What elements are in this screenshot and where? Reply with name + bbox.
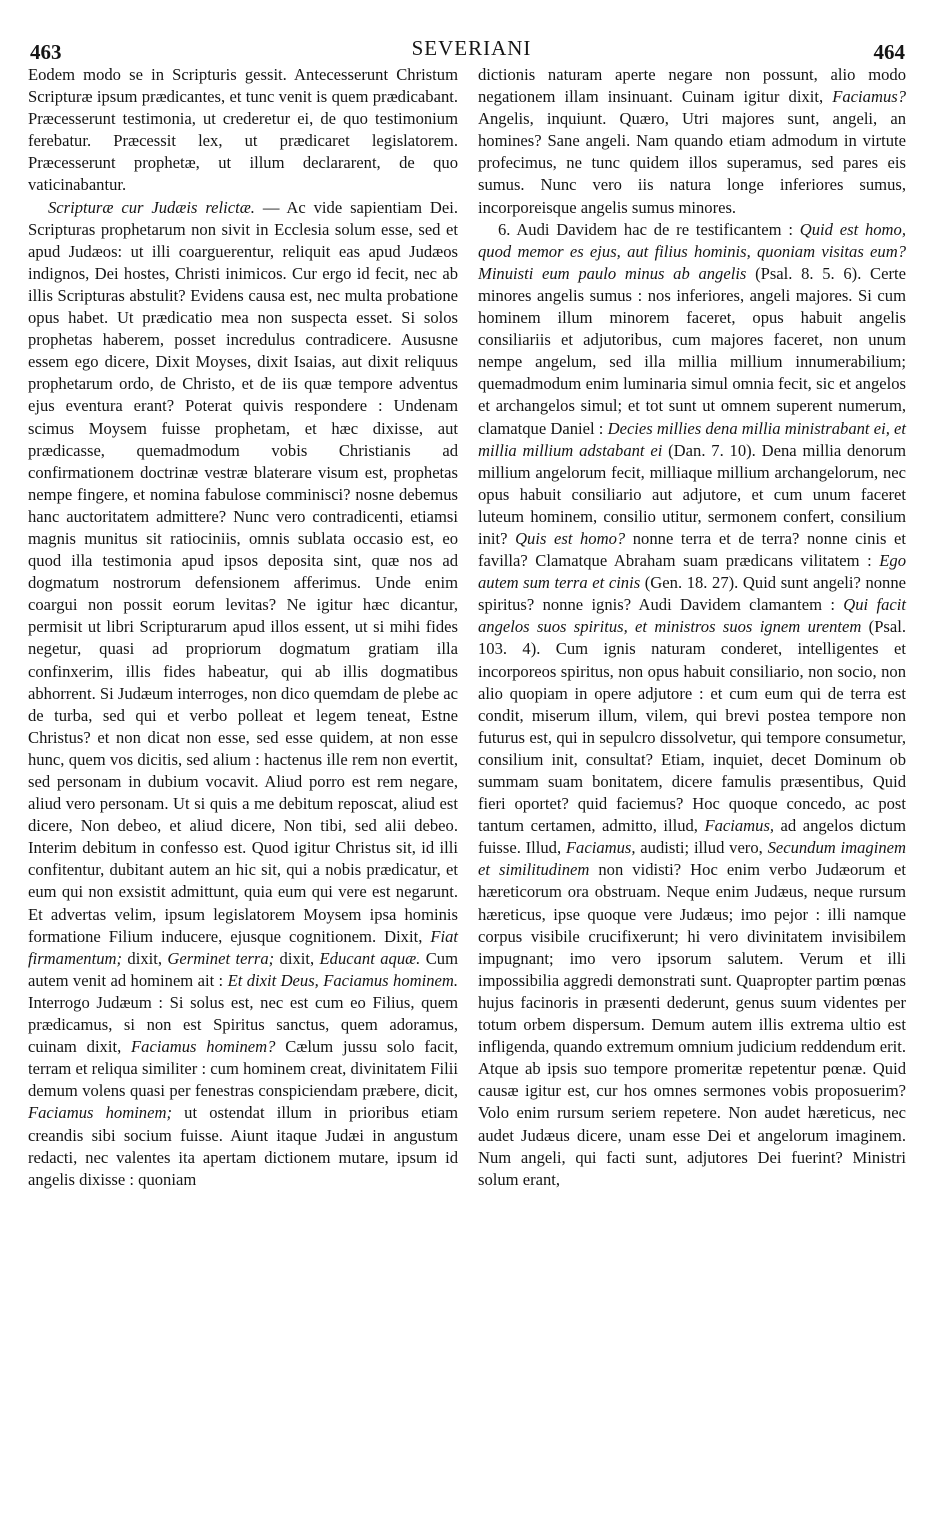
quote: Faciamus hominem?: [131, 1037, 276, 1057]
quote: Qui facit angelos suos spiritus, et ministros suos ignem urentem: [478, 595, 906, 637]
paragraph: Eodem modo se in Scripturis gessit. Antecesserunt Christum Scripturæ ipsum prædicantes, et tunc venit is quem prædicabant. Præcesserunt testimonia, ut crederetur ei, de quo testimonium ferebatur. Præcessit lex, ut prædicaret legislatorem. Præcesserunt prophetæ, ut illum declararent, de quo vaticinabantur.: [28, 65, 458, 195]
quote: Educant aquæ.: [319, 948, 421, 968]
quote: Faciamus hominem;: [28, 1103, 172, 1123]
citation: (Dan. 7. 10).: [662, 440, 756, 460]
left-column: [28, 64, 458, 1191]
paragraph: dictionis naturam aperte negare non possunt, alio modo negationem illam insinuant. Cuinam igitur dixit, Faciamus? Angelis, inquiunt. Quæro, Utri majores sunt, angeli, an homines? Sane angeli. Nam quando etiam admodum in virtute profecimus, ne tunc quidem illos superamus, sed pares eis sumus. Nunc vero iis natura longe inferiores sumus, incorporeisque angelis sumus minores.: [478, 65, 906, 217]
quote: Faciamus,: [565, 838, 636, 858]
page-number-right: 464: [873, 40, 905, 64]
quote: Quis est homo?: [515, 528, 626, 548]
quote: Germinet terra;: [167, 948, 275, 968]
paragraph: Scripturæ cur Judæis relictæ. — Ac vide sapientiam Dei. Scripturas prophetarum non sivit in Ecclesia solum esse, sed et apud Judæos: ut illi coarguerentur, reliquit eas apud Judæos indignos, Dei hostes, Christi inimicos. Cur ergo id fecit, nec ab illis Scripturas abstulit? Evidens causa est, nec multa probatione opus habet. Ut prædicatio mea non suspecta esset. Si solos prophetas haberem, posset incredulus contradicere. Aususne essem ego dicere, Dixit Moyses, dixit Isaias, aut dixit reliquus prophetarum ordo, de Christo, et de iis quæ tempore adventus ejus eventura erant? Poterat quivis respondere : Undenam scimus Moysem fuisse prophetam, et hæc dixisse, aut prædicasse, quemadmodum vobis Christianis ad confirmationem doctrinæ vestræ blaterare visum est, prophetas nempe fingere, et nomina fabulose comminisci? nosne debemus hanc auctoritatem admittere? Nunc vero contradicenti, etiamsi magnis munitus sit ratiociniis, omnis sublata occasio est, eo quod illa testimonia apud ipsos deposita sint, quæ nos ad dogmatum nostrorum defensionem afferimus. Unde enim coargui non possit eorum levitas? Ne igitur hæc dicantur, permisit ut libri Scripturarum apud illos essent, ut si mihi fides negetur, quasi ad propriorum dogmatum gratiam illa confinxerim, illis fides habeatur, qui ab illis dogmatibus abhorrent. Si Judæum interroges, non dico quemdam de plebe ac de turba, sed qui et verbo polleat et legem teneat, Estne Christus? et non dicat non esse, sed esse quidem, at non esse hunc, quem vos dicitis, sed alium : hactenus ille rem non evertit, sed personam in dubium vocavit. Aliud porro est rem negare, aliud vero personam. Ut si quis a me debitum reposcat, aliud est dicere, Non debeo, et aliud dicere, Non tibi, sed alii debeo. Interim debitum in confesso est. Quod igitur Christus sit, id illi confitentur, dubitant autem an hic sit, qui a nobis prædicatur, et eum qui non exsistit admittunt, quia eum qui vere est negarunt. Et advertas velim, ipsum legislatorem Moysem ipsa hominis formatione Filium inducere, ejusque cognitionem. Dixit, Fiat firmamentum; dixit, Germinet terra; dixit, Educant aquæ. Cum autem venit ad hominem ait : Et dixit Deus, Faciamus hominem. Interrogo Judæum : Si solus est, nec est cum eo Filius, quem prædicamus, si non est Spiritus sanctus, quem adoramus, cuinam dixit, Faciamus hominem? Cælum jussu solo facit, terram et reliqua similiter : cum hominem creat, divinitatem Filii demum volens quasi per fenestras conspiciendam præbere, dicit, Faciamus hominem; ut ostendat illum in prioribus etiam creandis sibi socium fuisse. Aiunt itaque Judæi in angustum redacti, nec valentes ita apertam dictionem mutare, ipsum id angelis dixisse : quoniam: [28, 197, 459, 1189]
quote: Secundum imaginem et similitudinem: [478, 838, 906, 880]
page-header: [0, 16, 943, 64]
quote: Fiat firmamentum;: [28, 926, 458, 968]
quote: Et dixit Deus, Faciamus hominem.: [227, 970, 459, 990]
page-number-left: 463: [30, 40, 62, 64]
paragraph: 6. Audi Davidem hac de re testificantem : Quid est homo, quod memor es ejus, aut filius hominis, quoniam visitas eum? Minuisti eum paulo minus ab angelis (Psal. 8. 5. 6). Certe minores angelis sumus : nos inferiores, angeli majores. Si cum hominem illum minorem faceret, opus habuit angelis consiliariis et adjutoribus, cum majores faceret, non unum nempe angelum, sed illa millia millium innumerabilium; quemadmodum enim luminaria simul omnia fecit, sic et angelos et archangelos simul; et tot sunt ut omnem superent numerum, clamatque Daniel : Decies millies dena millia ministrabant ei, et millia millium adstabant ei (Dan. 7. 10). Dena millia denorum millium angelorum fecit, milliaque millium archangelorum, nec opus habuit consiliario aut adjutore, et cum unum faceret luteum hominem, consilio utitur, sermonem confert, consilium init? Quis est homo? nonne terra et de terra? nonne cinis et favilla? Clamatque Abraham suam prædicans vilitatem : Ego autem sum terra et cinis (Gen. 18. 27). Quid sunt angeli? nonne spiritus? nonne ignis? Audi Davidem clamantem : Qui facit angelos suos spiritus, et ministros suos ignem urentem (Psal. 103. 4). Cum ignis naturam conderet, intelligentes et incorporeos spiritus, non opus habuit consiliario, non socio, non alio quopiam in opere adjutore : et cum eum qui de terra est condit, miserum illum, vilem, qui brevi postea tempore non futurus est, qui in sepulcro dissolvetur, qui tempore consumetur, consilium init, consultat? Etiam, inquiet, decet Dominum ob summam suam bonitatem, dicere famulis præsentibus, Quid fieri oportet? quid faciemus? Hoc quoque concedo, ac post tantum certamen, admitto, illud, Faciamus, ad angelos dictum fuisse. Illud, Faciamus, audisti; illud vero, Secundum imaginem et similitudinem non vidisti? Hoc enim verbo Judæorum et hæreticorum ora obstruam. Neque enim Judæus, neque rursum hæreticus, ipse quoque vere Judæus; imo pejor : illi namque corpus visibile crucifixerunt; hi vero divinitatem invisibilem impugnant; imo vero ipsorum salutem. Verum et illi impossibilia aggredi demonstrati sunt. Quapropter partim pœnas hujus facinoris in præsenti dederunt, genus suum videntes per totum orbem dispersum. Demum autem illis extrema ultio est infligenda, quando extremum omnium judicium reddendum erit. Atque ab ipsis suo tempore promeritæ repetentur pœnæ. Quid causæ igitur est, cur hos omnes sermones vobis proposuerim? Volo enim rursum seriem repetere. Non audet hæreticus, nec audet Judæus dicere, unam esse Dei et angelorum imaginem. Num angeli, qui facti sunt, adjutores Dei fuerint? Ministri solum erant,: [478, 219, 907, 1189]
quote: Quid est homo, quod memor es ejus, aut filius hominis, quoniam visitas eum? Minuisti eum paulo minus ab angelis: [478, 219, 906, 283]
citation: (Gen. 18. 27).: [640, 573, 739, 593]
right-column: [478, 64, 906, 1191]
quote: Faciamus,: [704, 816, 775, 836]
running-title: SEVERIANI: [411, 36, 532, 60]
quote: Faciamus?: [832, 87, 906, 107]
citation: (Psal. 103. 4).: [478, 617, 907, 659]
quote: Decies millies dena millia ministrabant ei, et millia millium adstabant ei: [478, 418, 907, 460]
citation: (Psal. 8. 5. 6).: [746, 263, 862, 283]
quote: Ego autem sum terra et cinis: [478, 551, 906, 593]
section-heading: Scripturæ cur Judæis relictæ.: [48, 197, 255, 217]
